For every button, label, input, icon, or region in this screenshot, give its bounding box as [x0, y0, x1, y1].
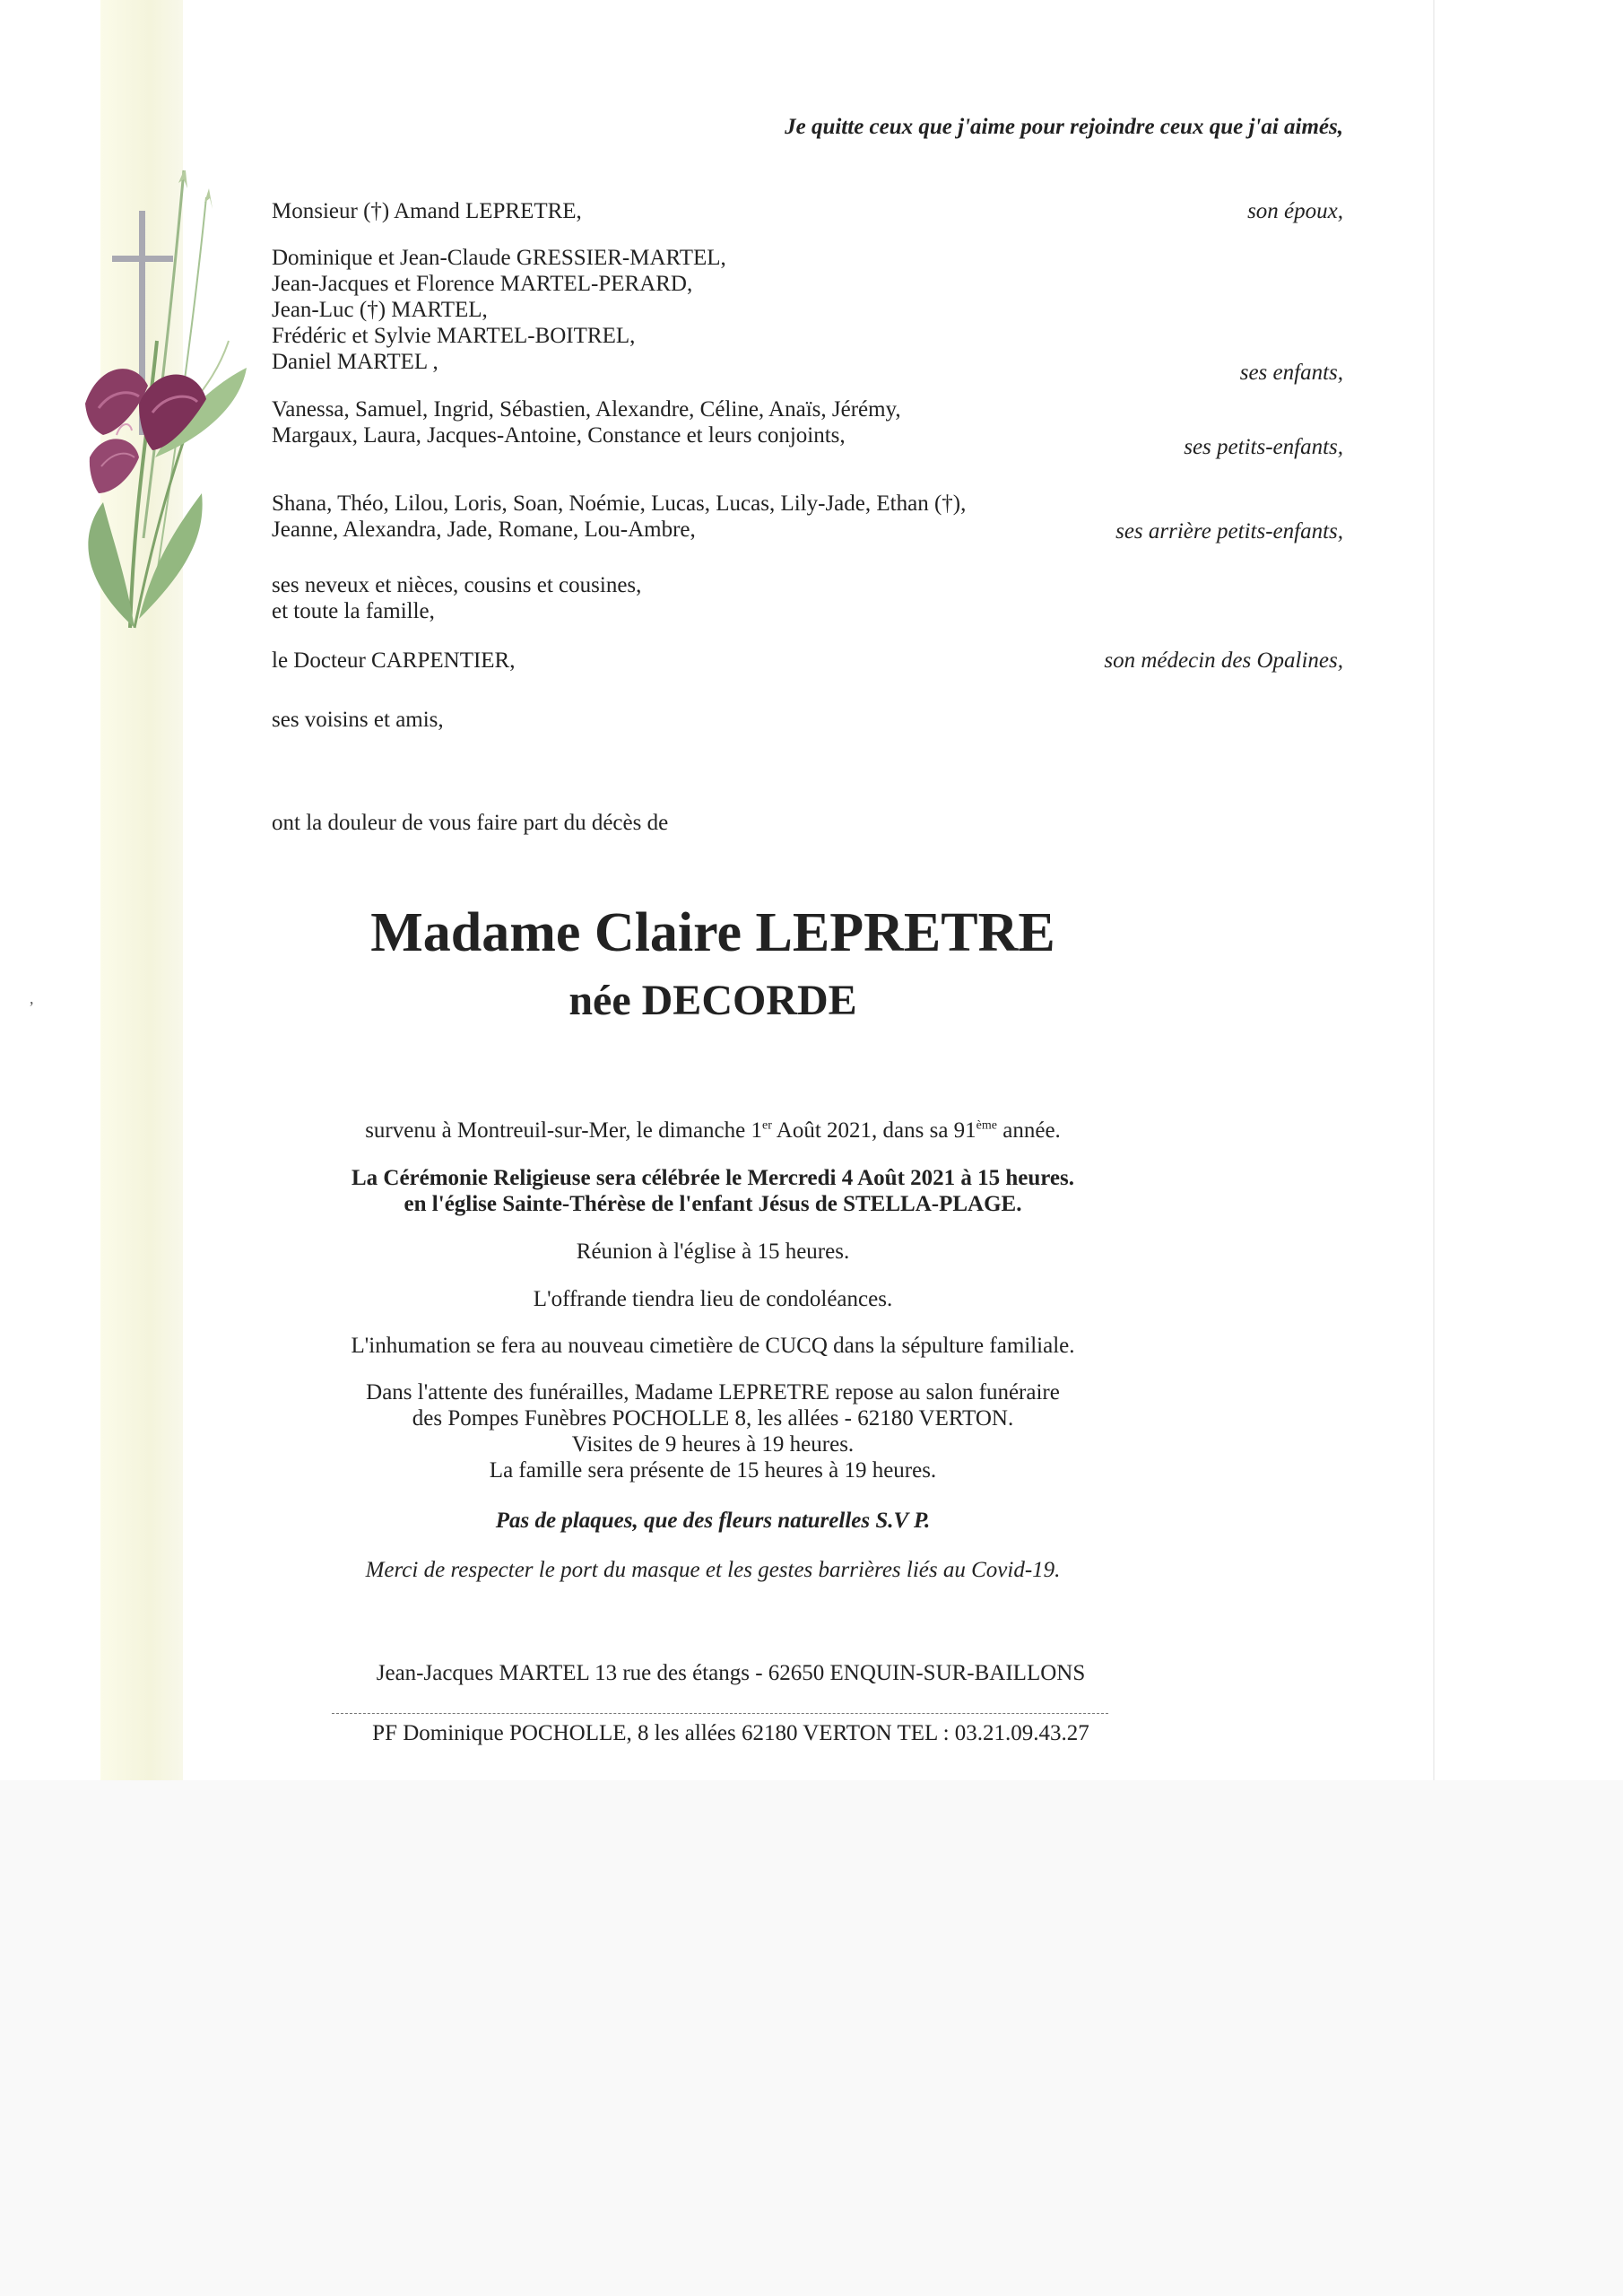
- family-role: ses arrière petits-enfants,: [1115, 519, 1343, 544]
- family-name-line: Daniel MARTEL ,: [272, 350, 438, 374]
- death-text: Août 2021, dans sa 91: [771, 1118, 976, 1143]
- ceremony-line: La Cérémonie Religieuse sera célébrée le Mercredi 4 Août 2021 à 15 heures.: [351, 1166, 1075, 1190]
- calla-lily-cross-illustration: [49, 161, 256, 646]
- family-role: ses enfants,: [1239, 361, 1343, 385]
- family-address: Jean-Jacques MARTEL 13 rue des étangs - 62650 ENQUIN-SUR-BAILLONS: [376, 1661, 1086, 1685]
- family-name-line: le Docteur CARPENTIER,: [272, 648, 516, 673]
- family-role: ses petits-enfants,: [1184, 435, 1343, 459]
- family-role: son médecin des Opalines,: [1104, 648, 1343, 673]
- scan-speck: ,: [30, 989, 34, 1007]
- family-name-line: Monsieur (†) Amand LEPRETRE,: [272, 199, 582, 223]
- viewing-info: Visites de 9 heures à 19 heures.: [571, 1432, 855, 1457]
- funeral-home-contact: PF Dominique POCHOLLE, 8 les allées 62180 VERTON TEL : 03.21.09.43.27: [372, 1721, 1089, 1745]
- page-edge-line: [1433, 0, 1435, 1780]
- offering-info: L'offrande tiendra lieu de condoléances.: [533, 1287, 893, 1311]
- family-name-line: Dominique et Jean-Claude GRESSIER-MARTEL,: [272, 246, 726, 270]
- death-superscript: ème: [976, 1118, 997, 1133]
- burial-info: L'inhumation se fera au nouveau cimetière de CUCQ dans la sépulture familiale.: [351, 1334, 1075, 1358]
- covid-notice: Merci de respecter le port du masque et les gestes barrières liés au Covid-19.: [365, 1558, 1061, 1582]
- viewing-info: La famille sera présente de 15 heures à 19 heures.: [489, 1458, 937, 1483]
- family-name-line: et toute la famille,: [272, 599, 435, 623]
- deceased-name: Madame Claire LEPRETRE: [370, 902, 1055, 963]
- death-statement: [0, 1118, 1426, 1144]
- family-name-line: Jean-Luc (†) MARTEL,: [272, 298, 488, 322]
- meeting-info: Réunion à l'église à 15 heures.: [576, 1239, 850, 1264]
- ceremony-location: en l'église Sainte-Thérèse de l'enfant Jésus de STELLA-PLAGE.: [404, 1192, 1022, 1216]
- family-role: son époux,: [1247, 199, 1343, 223]
- family-name-line: Jeanne, Alexandra, Jade, Romane, Lou-Ambre,: [272, 517, 696, 542]
- viewing-info: Dans l'attente des funérailles, Madame LEPRETRE repose au salon funéraire: [366, 1380, 1060, 1405]
- family-name-line: Margaux, Laura, Jacques-Antoine, Constance et leurs conjoints,: [272, 423, 846, 448]
- viewing-info: des Pompes Funèbres POCHOLLE 8, les allées - 62180 VERTON.: [412, 1406, 1014, 1431]
- family-name-line: ses neveux et nièces, cousins et cousines,: [272, 573, 642, 597]
- deceased-birth-name: née DECORDE: [568, 977, 857, 1024]
- death-text: année.: [997, 1118, 1061, 1143]
- family-name-line: Frédéric et Sylvie MARTEL-BOITREL,: [272, 324, 636, 348]
- family-name-line: Vanessa, Samuel, Ingrid, Sébastien, Alexandre, Céline, Anaïs, Jérémy,: [272, 397, 901, 422]
- family-name-line: ses voisins et amis,: [272, 708, 444, 732]
- flowers-notice: Pas de plaques, que des fleurs naturelles S.V P.: [495, 1509, 931, 1533]
- scan-margin: [0, 1780, 1623, 2296]
- family-name-line: Jean-Jacques et Florence MARTEL-PERARD,: [272, 272, 693, 296]
- announcement: ont la douleur de vous faire part du décès de: [272, 811, 669, 835]
- death-superscript: er: [762, 1118, 772, 1133]
- epigraph: Je quitte ceux que j'aime pour rejoindre ceux que j'ai aimés,: [785, 115, 1343, 139]
- footer-divider: [332, 1713, 1108, 1714]
- family-name-line: Shana, Théo, Lilou, Loris, Soan, Noémie, Lucas, Lucas, Lily-Jade, Ethan (†),: [272, 491, 967, 516]
- death-text: survenu à Montreuil-sur-Mer, le dimanche 1: [365, 1118, 762, 1143]
